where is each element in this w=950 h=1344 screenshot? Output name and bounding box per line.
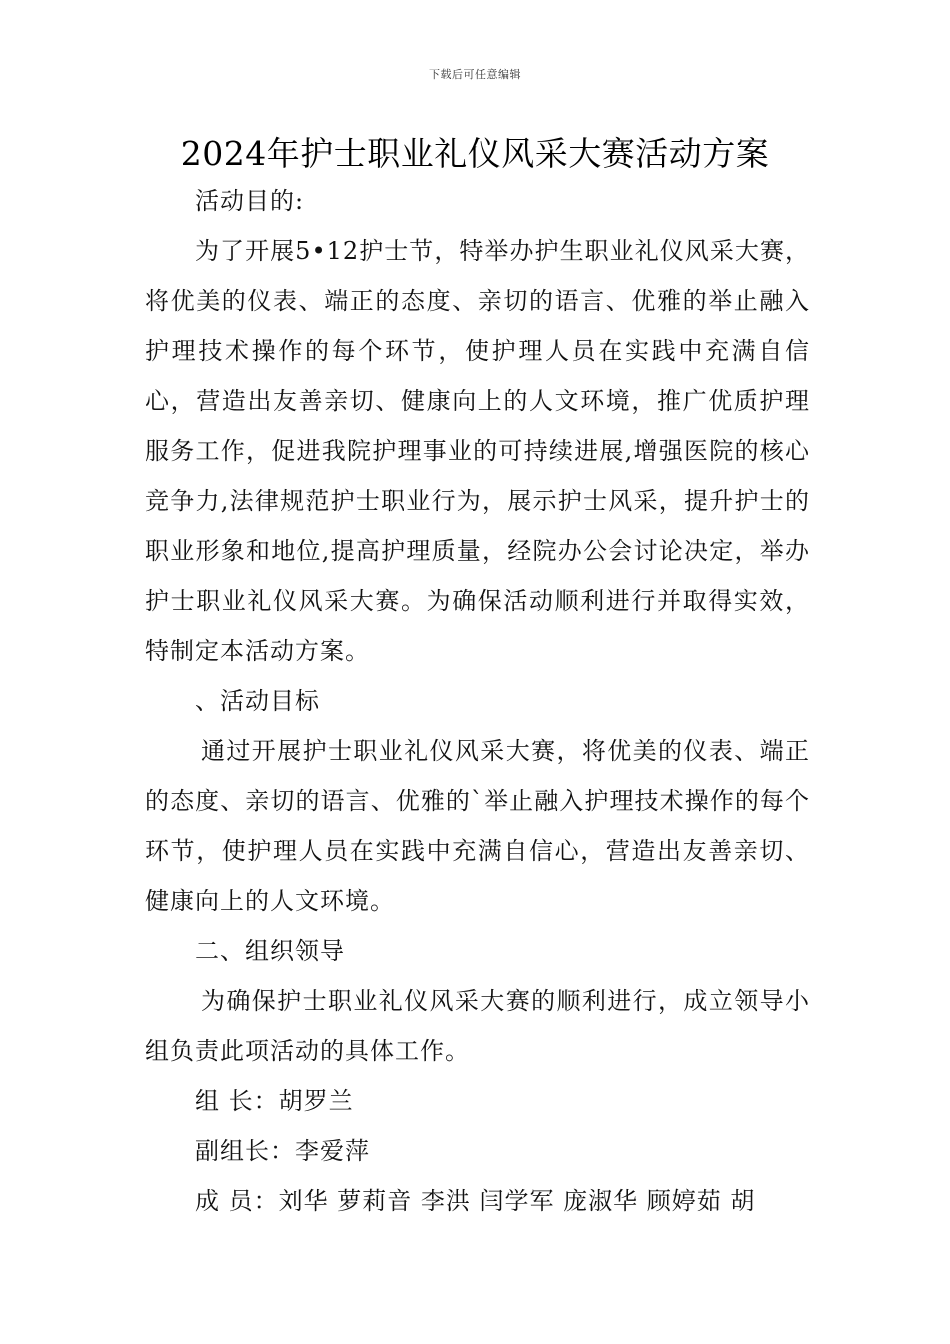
members-line: 成 员：刘华 萝莉音 李洪 闫学军 庞淑华 顾婷茹 胡 bbox=[195, 1187, 756, 1215]
paragraph-purpose: 为了开展5•12护士节，特举办护生职业礼仪风采大赛，将优美的仪表、端正的态度、亲切的语言、优雅的举止融入护理技术操作的每个环节，使护理人员在实践中充满自信心，营造出友善亲切、健康向上的人文环境，推广优质护理服务工作，促进我院护理事业的可持续进展,增强医院的核心竞争力,法律规范护士职业行为，展示护士风采，提升护士的职业形象和地位,提高护理质量，经院办公会讨论决定，举办护士职业礼仪风采大赛。为确保活动顺利进行并取得实效，特制定本活动方案。 bbox=[145, 237, 810, 665]
leader-line: 组 长：胡罗兰 bbox=[195, 1087, 354, 1115]
section-heading-goal: 、活动目标 bbox=[195, 687, 320, 715]
section-heading-purpose: 活动目的: bbox=[195, 187, 305, 215]
document-title: 2024年护士职业礼仪风采大赛活动方案 bbox=[180, 134, 770, 173]
paragraph-goal: 通过开展护士职业礼仪风采大赛，将优美的仪表、端正的态度、亲切的语言、优雅的`举止融入护理技术操作的每个环节，使护理人员在实践中充满自信心，营造出友善亲切、健康向上的人文环境。 bbox=[145, 737, 810, 915]
paragraph-leadership: 为确保护士职业礼仪风采大赛的顺利进行，成立领导小组负责此项活动的具体工作。 bbox=[145, 987, 810, 1065]
section-heading-leadership: 二、组织领导 bbox=[195, 937, 345, 965]
deputy-leader-line: 副组长：李爱萍 bbox=[195, 1137, 370, 1165]
page-header-note: 下载后可任意编辑 bbox=[429, 68, 521, 81]
document-body bbox=[145, 176, 810, 1226]
